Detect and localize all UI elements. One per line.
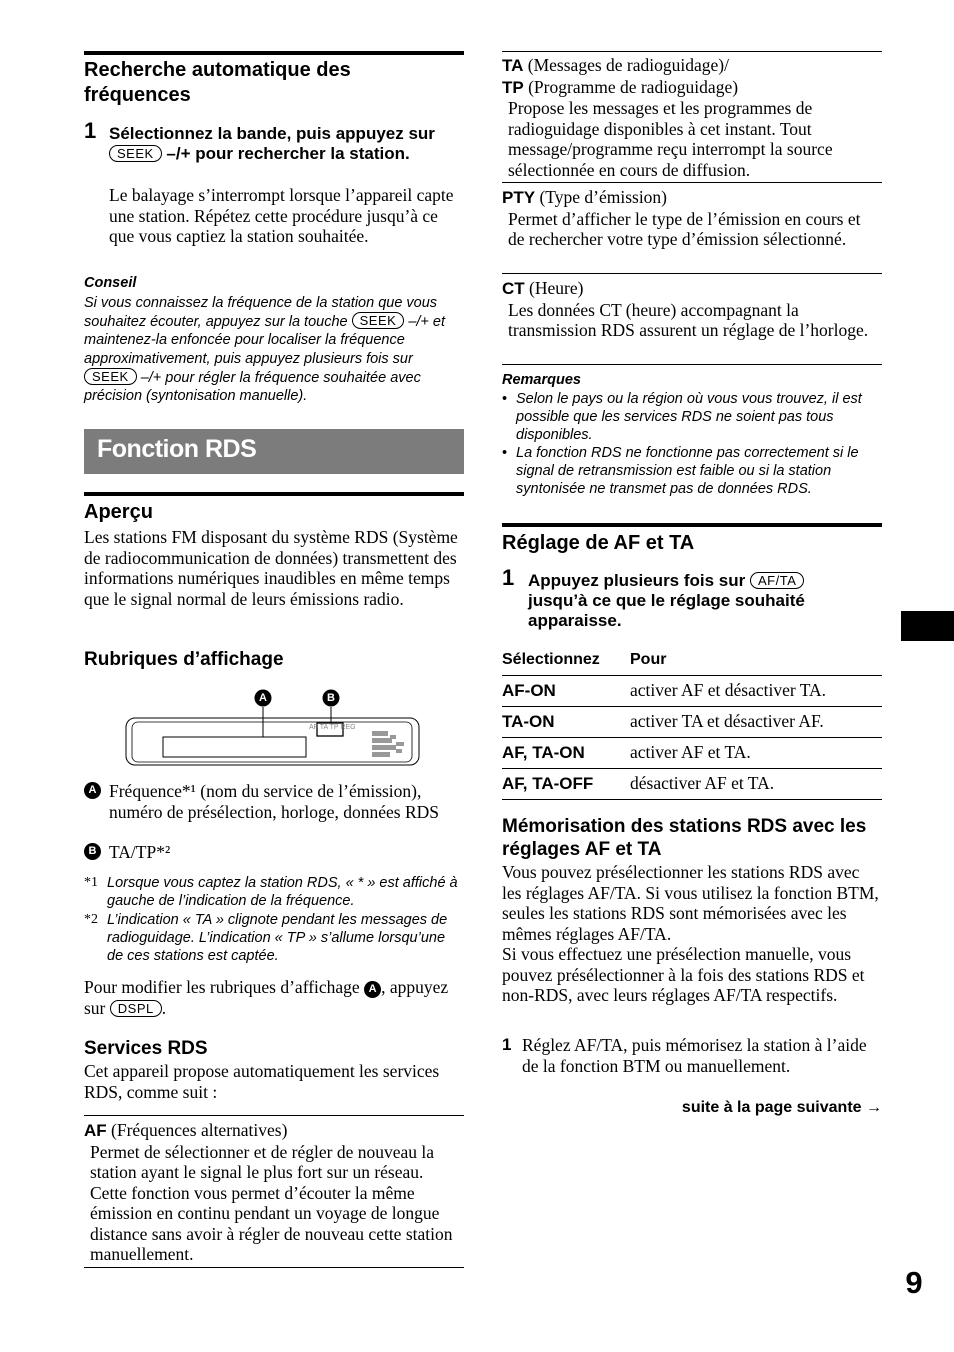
page-number: 9 <box>905 1265 923 1300</box>
table-cell-effect: désactiver AF et TA. <box>630 773 775 793</box>
seek-button: SEEK <box>84 368 137 385</box>
table-row <box>502 768 882 799</box>
apercu-body: Les stations FM disposant du système RDS (Système de radiocommunication de données) transmettent des informations numériques inaudibles en même temps que le signal normal de leurs émissions radio. <box>84 527 458 609</box>
table-header-row <box>502 645 882 675</box>
table-row <box>502 706 882 737</box>
step-instruction: Sélectionnez la bande, puis appuyez sur SEEK –/+ pour rechercher la station. <box>109 124 435 163</box>
remarque-item: • Selon le pays ou la région où vous vous trouvez, il est possible que les services RDS ne soient pas tous disponibles. <box>502 391 862 444</box>
legend-a: A Fréquence*¹ (nom du service de l’émission), numéro de présélection, horloge, données RDS <box>84 781 462 822</box>
seek-button: SEEK <box>109 145 162 162</box>
section-rule <box>502 523 882 527</box>
table-cell-effect: activer TA et désactiver AF. <box>630 711 824 731</box>
callout-b-icon: B <box>84 843 101 860</box>
callout-b: B <box>327 692 335 704</box>
section-title-services: Services RDS <box>84 1038 208 1059</box>
table-cell-setting: AF-ON <box>502 680 556 700</box>
section-title-afta: Réglage de AF et TA <box>502 532 695 554</box>
tp-term: TP <box>502 77 524 97</box>
conseil-text: Si vous connaissez la fréquence de la station que vous souhaitez écouter, appuyez sur la touche SEEK –/+ et maintenez-la enfoncée pour localiser la fréquence approximativement, puis appuyez plusieurs fois sur SEEK –/+ pour régler la fréquence souhaitée avec précision (syntonisation manuelle). <box>84 295 446 405</box>
legend-b: B TA/TP*² <box>84 842 462 863</box>
table-cell-effect: activer AF et désactiver TA. <box>630 680 827 700</box>
table-rule <box>502 51 882 52</box>
services-body: Cet appareil propose automatiquement les services RDS, comme suit : <box>84 1061 440 1102</box>
section-rule <box>84 492 464 496</box>
step-body: Le balayage s’interrompt lorsque l’appareil capte une station. Répétez cette procédure jusqu’à ce que vous captiez la station souhaitée. <box>109 185 454 246</box>
table-cell-setting: AF, TA-ON <box>502 742 585 762</box>
table-rule <box>84 1115 464 1116</box>
table-row <box>502 675 882 706</box>
table-row <box>502 737 882 768</box>
step-instruction: Appuyez plusieurs fois sur AF/TA jusqu’à ce que le réglage souhaité apparaisse. <box>528 571 805 630</box>
table-cell-setting: AF, TA-OFF <box>502 773 594 793</box>
modify-instruction: Pour modifier les rubriques d’affichage A , appuyez sur DSPL . <box>84 977 449 1018</box>
section-rule <box>84 51 464 55</box>
ta-term: TA <box>502 56 524 75</box>
service-af: AF (Fréquences alternatives) Permet de sélectionner et de régler de nouveau la station ayant le signal le plus fort sur un réseau. Cette fonction vous permet d’écouter la même émission en continu pendant un voyage de longue distance sans avoir à régler de nouveau cette station manuellement. <box>84 1120 453 1264</box>
callout-a: A <box>259 692 267 704</box>
afta-button: AF/TA <box>750 572 804 589</box>
callout-a-icon: A <box>84 782 101 799</box>
remarques-title: Remarques <box>502 372 581 388</box>
conseil-title: Conseil <box>84 275 137 291</box>
section-title-apercu: Aperçu <box>84 501 153 523</box>
section-banner <box>84 429 464 474</box>
af-term: AF <box>84 1121 107 1140</box>
table-rule <box>502 273 882 274</box>
dspl-button: DSPL <box>110 1000 162 1017</box>
footnote-2: *2 L’indication « TA » clignote pendant les messages de radioguidage. L’indication « TP » s’allume lorsqu’une de ces stations est captée. <box>84 912 448 965</box>
step-number: 1 <box>84 118 97 143</box>
display-diagram <box>120 685 426 770</box>
table-rule <box>84 1267 464 1268</box>
afta-table <box>502 645 882 800</box>
service-ct: CT (Heure) Les données CT (heure) accompagnant la transmission RDS assurent un réglage de l’horloge. <box>502 278 869 340</box>
section-title-seek: Recherche automatique des fréquences <box>84 59 351 106</box>
seek-button: SEEK <box>352 312 405 329</box>
section-title-memo: Mémorisation des stations RDS avec les réglages AF et TA <box>502 816 867 860</box>
service-tatp: TA (Messages de radioguidage)/ TP (Programme de radioguidage) Propose les messages et les programmes de radioguidage disponibles à cet instant. Tout message/programme reçu interrompt la source sélectionnée en cours de diffusion. <box>502 55 833 180</box>
display-indicators: AF TA TP REG <box>309 724 356 731</box>
memo-step: 1 Réglez AF/TA, puis mémorisez la station à l’aide de la fonction BTM ou manuellement. <box>502 1035 867 1076</box>
ct-term: CT <box>502 279 525 298</box>
table-rule <box>502 182 882 183</box>
section-tab-marker <box>901 611 954 641</box>
footnote-1: *1 Lorsque vous captez la station RDS, « * » est affiché à gauche de l’indication de la fréquence. <box>84 875 458 910</box>
table-rule <box>502 364 882 365</box>
table-cell-setting: TA-ON <box>502 711 555 731</box>
callout-a-icon: A <box>364 981 381 998</box>
pty-term: PTY <box>502 188 536 207</box>
memo-body: Vous pouvez présélectionner les stations RDS avec les réglages AF/TA. Si vous utilisez la fonction BTM, seules les stations RDS sont mémorisées avec les mêmes réglages AF/TA. Si vous effectuez une présélection manuelle, vous pouvez présélectionner à la fois des stations RDS et non-RDS, avec leurs réglages AF/TA respectifs. <box>502 862 879 1005</box>
banner-title: Fonction RDS <box>97 435 257 463</box>
column-header: Sélectionnez <box>502 650 600 668</box>
service-pty: PTY (Type d’émission) Permet d’afficher le type de l’émission en cours et de rechercher votre type d’émission sélectionné. <box>502 187 861 249</box>
remarque-item: • La fonction RDS ne fonctionne pas correctement si le signal de retransmission est faible ou si la station syntonisée ne transmet pas de données RDS. <box>502 445 859 498</box>
section-title-rubriques: Rubriques d’affichage <box>84 649 284 670</box>
table-cell-effect: activer AF et TA. <box>630 742 751 762</box>
step-number: 1 <box>502 565 515 590</box>
column-header: Pour <box>630 650 667 668</box>
continue-label: suite à la page suivante → <box>681 1099 882 1116</box>
